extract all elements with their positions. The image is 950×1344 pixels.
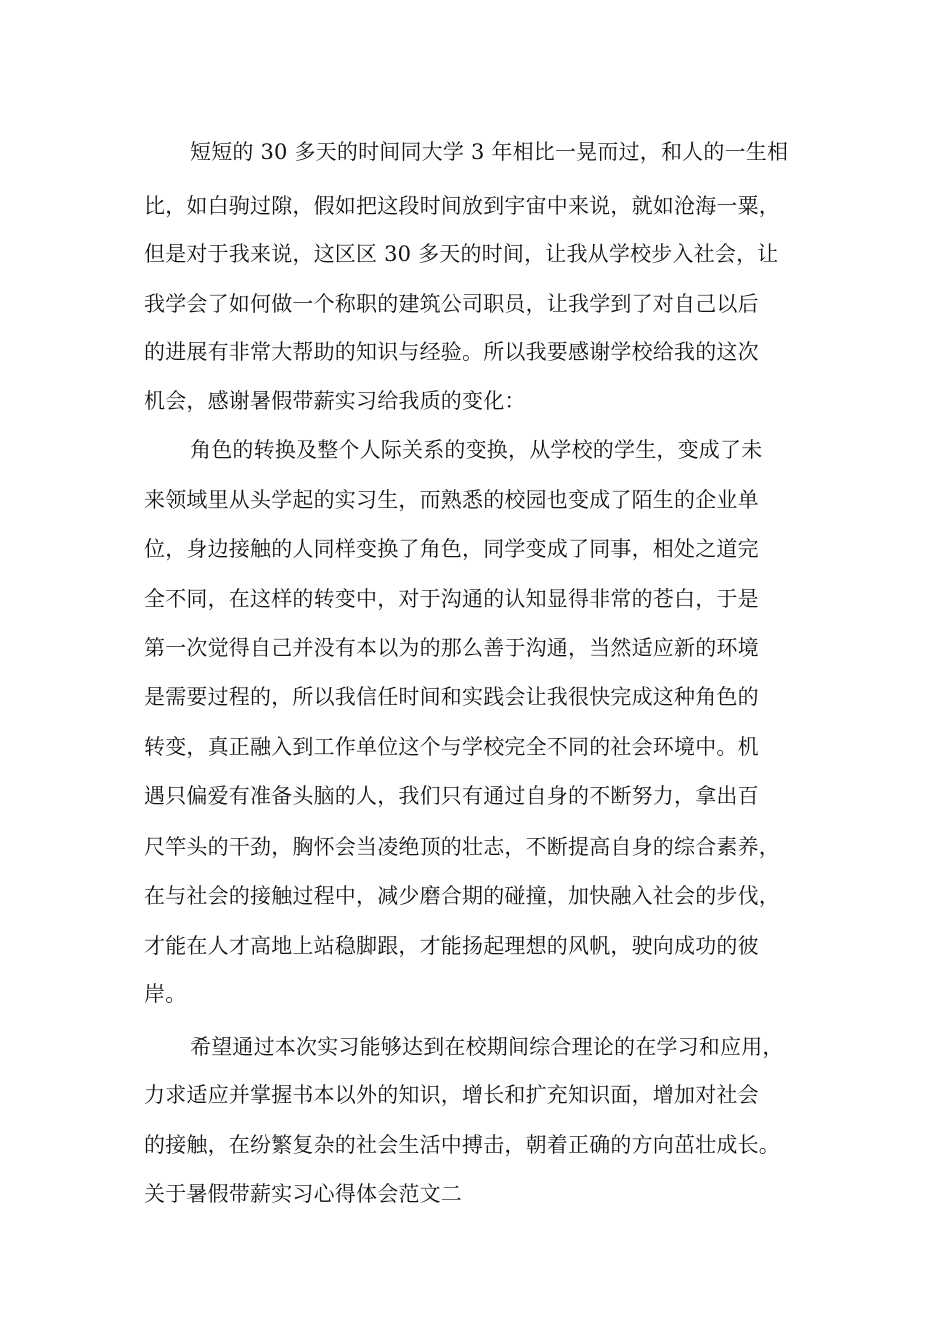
- section-heading: 关于暑假带薪实习心得体会范文二: [144, 1182, 462, 1206]
- paragraph-2-line-12: 岸。: [144, 982, 187, 1006]
- paragraph-2-line-3: 位，身边接触的人同样变换了角色，同学变成了同事，相处之道完: [144, 537, 759, 561]
- paragraph-3-line-3: 的接触，在纷繁复杂的社会生活中搏击，朝着正确的方向茁壮成长。: [144, 1133, 780, 1157]
- paragraph-2-line-2: 来领域里从头学起的实习生，而熟悉的校园也变成了陌生的企业单: [144, 488, 759, 512]
- paragraph-1-line-3: 但是对于我来说，这区区 30 多天的时间，让我从学校步入社会，让: [144, 242, 779, 266]
- paragraph-2-line-8: 遇只偏爱有准备头脑的人，我们只有通过自身的不断努力，拿出百: [144, 784, 759, 808]
- paragraph-2-line-11: 才能在人才高地上站稳脚跟，才能扬起理想的风帆，驶向成功的彼: [144, 934, 759, 958]
- paragraph-2-line-6: 是需要过程的，所以我信任时间和实践会让我很快完成这种角色的: [144, 685, 759, 709]
- paragraph-3-line-1: 希望通过本次实习能够达到在校期间综合理论的在学习和应用，: [190, 1035, 784, 1059]
- paragraph-2-line-10: 在与社会的接触过程中，减少磨合期的碰撞，加快融入社会的步伐，: [144, 884, 780, 908]
- paragraph-2-line-7: 转变，真正融入到工作单位这个与学校完全不同的社会环境中。机: [144, 735, 759, 759]
- paragraph-1-line-1: 短短的 30 多天的时间同大学 3 年相比一晃而过，和人的一生相: [190, 140, 789, 164]
- paragraph-3-line-2: 力求适应并掌握书本以外的知识，增长和扩充知识面，增加对社会: [144, 1083, 759, 1107]
- paragraph-1-line-5: 的进展有非常大帮助的知识与经验。所以我要感谢学校给我的这次: [144, 340, 759, 364]
- paragraph-2-line-5: 第一次觉得自己并没有本以为的那么善于沟通，当然适应新的环境: [144, 636, 759, 660]
- paragraph-1-line-6: 机会，感谢暑假带薪实习给我质的变化：: [144, 389, 526, 413]
- paragraph-2-line-9: 尺竿头的干劲，胸怀会当凌绝顶的壮志，不断提高自身的综合素养，: [144, 835, 780, 859]
- paragraph-1-line-4: 我学会了如何做一个称职的建筑公司职员，让我学到了对自己以后: [144, 292, 759, 316]
- paragraph-1-line-2: 比，如白驹过隙，假如把这段时间放到宇宙中来说，就如沧海一粟，: [144, 194, 780, 218]
- paragraph-2-line-1: 角色的转换及整个人际关系的变换，从学校的学生，变成了未: [190, 438, 763, 462]
- paragraph-2-line-4: 全不同，在这样的转变中，对于沟通的认知显得非常的苍白，于是: [144, 587, 759, 611]
